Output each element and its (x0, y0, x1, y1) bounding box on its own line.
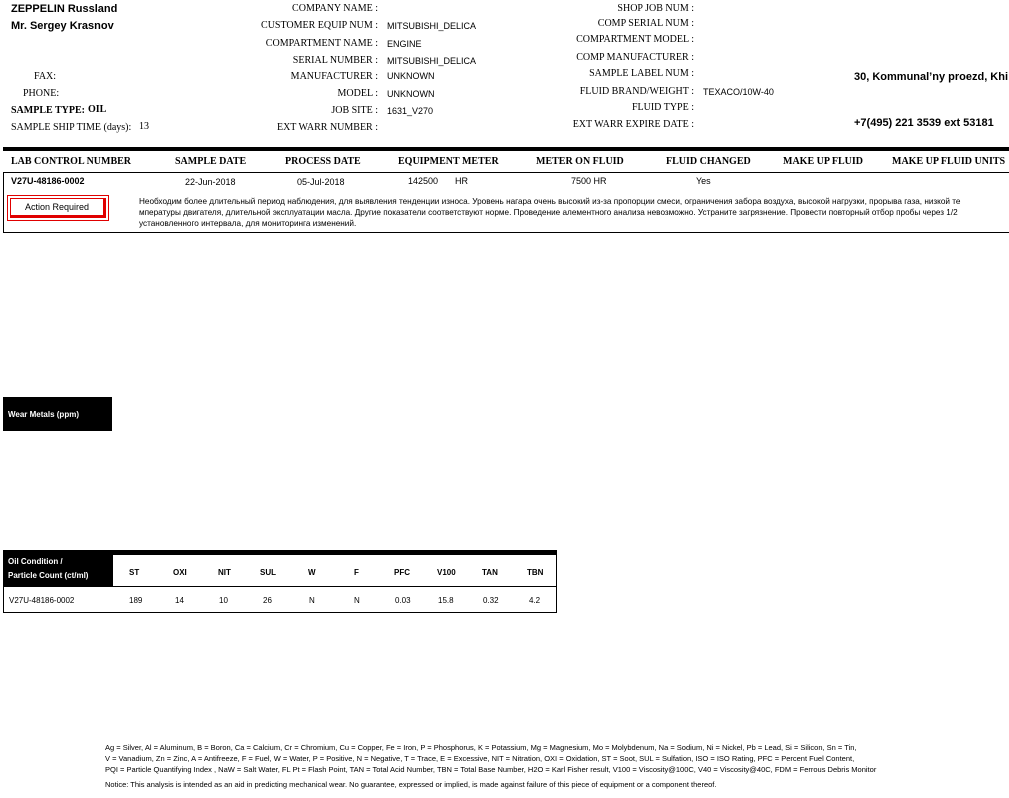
company-name-label: COMPANY NAME : (292, 3, 378, 14)
customer-equip-label: CUSTOMER EQUIP NUM : (261, 20, 378, 31)
model-value: UNKNOWN (387, 89, 435, 99)
ship-time-label: SAMPLE SHIP TIME (days): (11, 122, 132, 133)
col-sample-date: SAMPLE DATE (175, 156, 247, 167)
col-f: F (354, 568, 359, 577)
compartment-name-label: COMPARTMENT NAME : (265, 38, 378, 49)
oil-condition-label-1: Oil Condition / (8, 557, 63, 566)
company-name: ZEPPELIN Russland (11, 3, 118, 15)
oil-condition-header-rule (3, 586, 557, 587)
manufacturer-label: MANUFACTURER : (290, 71, 378, 82)
sample-type-label: SAMPLE TYPE: (11, 105, 85, 116)
val-sul: 26 (263, 596, 272, 605)
contact-name: Mr. Sergey Krasnov (11, 20, 114, 32)
wear-metals-block (3, 397, 112, 431)
legend-line-3: PQI = Particle Quantifying Index , NaW = Salt Water, FL Pt = Flash Point, TAN = Total Acid Number, TBN = Total Base Number, H2O = Karl Fisher result, V100 = Viscosity@100C, V40 = Viscosity@40C, FDM = Ferrous Debris Monitor (105, 765, 877, 774)
val-v100: 15.8 (438, 596, 454, 605)
lab-control-number: V27U-48186-0002 (11, 176, 85, 186)
job-site-label: JOB SITE : (331, 105, 378, 116)
val-st: 189 (129, 596, 143, 605)
fluid-brand-value: TEXACO/10W-40 (703, 87, 774, 97)
val-pfc: 0.03 (395, 596, 411, 605)
col-make-up-fluid: MAKE UP FLUID (783, 156, 863, 167)
sample-label-num-label: SAMPLE LABEL NUM : (589, 68, 694, 79)
col-meter-on-fluid: METER ON FLUID (536, 156, 624, 167)
col-sul: SUL (260, 568, 276, 577)
compartment-name-value: ENGINE (387, 39, 422, 49)
status-text: Action Required (24, 202, 90, 212)
address: 30, Kommunal’ny proezd, Khi (854, 71, 1009, 83)
compartment-model-label: COMPARTMENT MODEL : (576, 34, 694, 45)
serial-number-value: MITSUBISHI_DELICA (387, 56, 477, 66)
process-date: 05-Jul-2018 (297, 177, 345, 187)
val-tan: 0.32 (483, 596, 499, 605)
ext-warr-expire-label: EXT WARR EXPIRE DATE : (572, 119, 694, 130)
equipment-meter: 142500 (408, 176, 439, 186)
col-tbn: TBN (527, 568, 544, 577)
comp-manufacturer-label: COMP MANUFACTURER : (576, 52, 694, 63)
col-nit: NIT (218, 568, 231, 577)
meter-on-fluid: 7500 HR (571, 176, 607, 186)
ext-warr-number-label: EXT WARR NUMBER : (276, 122, 378, 133)
sample-table-top-rule (3, 147, 1009, 151)
comment-line-2: мпературы двигателя, длительной эксплуатации масла. Другие показатели соответствуют норме. Проведение алементного анализа невозможно. Устраните загрязнение. Провести повторный отбор пробы через 1/2 (139, 208, 958, 217)
status-badge-outline (7, 195, 109, 221)
model-label: MODEL : (337, 88, 378, 99)
equipment-meter-unit: HR (455, 176, 468, 186)
col-oxi: OXI (173, 568, 187, 577)
col-fluid-changed: FLUID CHANGED (666, 156, 751, 167)
fluid-brand-label: FLUID BRAND/WEIGHT : (579, 86, 694, 97)
col-v100: V100 (437, 568, 456, 577)
phone-number: +7(495) 221 3539 ext 53181 (854, 117, 994, 129)
phone-label: PHONE: (23, 88, 60, 99)
legend-line-1: Ag = Silver, Al = Aluminum, B = Boron, Ca = Calcium, Cr = Chromium, Cu = Copper, Fe = Iron, P = Phosphorus, K = Potassium, Mg = Magnesium, Mo = Molybdenum, Na = Sodium, Ni = Nickel, Pb = Lead, Si = Silicon, Sn = Tin, (105, 743, 857, 752)
col-equipment-meter: EQUIPMENT METER (398, 156, 499, 167)
serial-number-label: SERIAL NUMBER : (292, 55, 378, 66)
val-nit: 10 (219, 596, 228, 605)
val-tbn: 4.2 (529, 596, 541, 605)
col-lab-control: LAB CONTROL NUMBER (11, 156, 132, 167)
fax-label: FAX: (34, 71, 57, 82)
fluid-type-label: FLUID TYPE : (631, 102, 694, 113)
fluid-changed: Yes (696, 176, 711, 186)
notice: Notice: This analysis is intended as an aid in predicting mechanical wear. No guarantee, expressed or implied, is made against failure of this piece of equipment or a component thereof. (105, 780, 717, 789)
comp-serial-num-label: COMP SERIAL NUM : (597, 18, 694, 29)
sample-date: 22-Jun-2018 (185, 177, 236, 187)
col-make-up-fluid-units: MAKE UP FLUID UNITS (892, 156, 1006, 167)
val-f: N (354, 596, 360, 605)
comment-line-1: Необходим более длительный период наблюдения, для выявления тенденции износа. Уровень нагара очень высокий из-за пропорции смеси, ограничения забора воздуха, высокой нагрузки, прорыва газа, низкой те (139, 197, 961, 206)
shop-job-num-label: SHOP JOB NUM : (617, 3, 694, 14)
sample-type-value: OIL (88, 104, 107, 115)
legend-line-2: V = Vanadium, Zn = Zinc, A = Antifreeze, F = Fuel, W = Water, P = Positive, N = Negative, T = Trace, E = Excessive, NIT = Nitration, OXI = Oxidation, ST = Soot, SUL = Sulfation, ISO = ISO Rating, PFC = Percent Fuel Content, (105, 754, 855, 763)
col-w: W (308, 568, 316, 577)
col-tan: TAN (482, 568, 498, 577)
customer-equip-value: MITSUBISHI_DELICA (387, 21, 477, 31)
manufacturer-value: UNKNOWN (387, 71, 435, 81)
job-site-value: 1631_V270 (387, 106, 434, 116)
comment-line-3: установленного интервала, для мониторинга изменений. (139, 219, 357, 228)
ship-time-value: 13 (139, 121, 149, 132)
col-pfc: PFC (394, 568, 410, 577)
oil-condition-label-block (3, 550, 113, 587)
col-process-date: PROCESS DATE (285, 156, 361, 167)
val-oxi: 14 (175, 596, 184, 605)
wear-metals-label: Wear Metals (ppm) (8, 409, 79, 419)
col-st: ST (129, 568, 140, 577)
status-badge (10, 198, 106, 218)
oil-condition-row-label: V27U-48186-0002 (9, 596, 75, 605)
val-w: N (309, 596, 315, 605)
oil-condition-label-2: Particle Count (ct/ml) (8, 571, 89, 580)
